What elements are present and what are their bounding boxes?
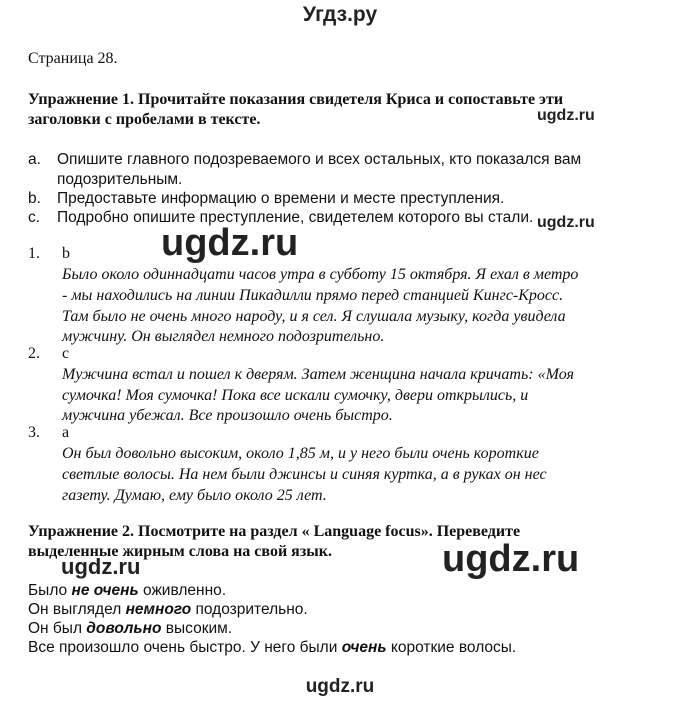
task-marker-c: c. <box>28 209 41 226</box>
answer-2-line1: Мужчина встал и пошел к дверям. Затем женщина начала кричать: «Моя <box>62 366 574 383</box>
answer-3-line3: газету. Думаю, ему было около 25 лет. <box>62 487 327 504</box>
site-title: Угдз.ру <box>302 3 378 26</box>
answer-2-line2: сумочка! Моя сумочка! Пока все искали сумочку, двери открылись, и <box>62 387 529 404</box>
watermark: ugdz.ru <box>537 214 595 231</box>
highlight-word: немного <box>125 601 192 618</box>
answer-1-line2: - мы находились на линии Пикадилли прямо перед станцией Кингс-Кросс. <box>62 287 564 304</box>
example-line-3: Он был довольно высоким. <box>28 620 233 637</box>
task-a-line1: Опишите главного подозреваемого и всех остальных, кто показался вам <box>57 151 582 168</box>
task-marker-a: a. <box>28 151 41 168</box>
answer-1-line3: Там было не очень много народу, и я сел. Я слушала музыку, когда увидела <box>62 308 566 325</box>
footer-watermark: ugdz.ru <box>305 676 375 697</box>
exercise2-title-line2: выделенные жирным слова на свой язык. <box>28 543 332 560</box>
answer-letter-2: c <box>62 345 70 362</box>
watermark: ugdz.ru <box>537 107 595 124</box>
exercise1-title-line2: заголовки с пробелами в тексте. <box>28 111 261 128</box>
answer-2-line3: мужчина убежал. Все произошло очень быстро. <box>62 407 393 424</box>
example-line-4: Все произошло очень быстро. У него были очень короткие волосы. <box>28 639 517 656</box>
exercise1-title-line1: Упражнение 1. Прочитайте показания свидетеля Криса и сопоставьте эти <box>28 91 564 108</box>
watermark: ugdz.ru <box>442 538 580 580</box>
answer-1-line1: Было около одиннадцати часов утра в субботу 15 октября. Я ехал в метро <box>62 266 579 283</box>
example-line-1: Было не очень оживленно. <box>28 582 227 599</box>
answer-number-2: 2. <box>28 345 40 362</box>
highlight-word: очень <box>341 639 387 656</box>
answer-number-3: 3. <box>28 424 40 441</box>
answer-1-line4: мужчину. Он выглядел немного подозрительно. <box>62 328 385 345</box>
answer-3-line1: Он был довольно высоким, около 1,85 м, и у него были очень короткие <box>62 445 539 462</box>
answer-letter-3: a <box>62 424 70 441</box>
page-label: Страница 28. <box>28 50 118 67</box>
task-b-line1: Предоставьте информацию о времени и месте преступления. <box>57 190 505 207</box>
task-c-line1: Подробно опишите преступление, свидетелем которого вы стали. <box>57 209 534 226</box>
answer-letter-1: b <box>62 245 70 262</box>
watermark: ugdz.ru <box>61 554 141 579</box>
task-marker-b: b. <box>28 190 41 207</box>
example-line-2: Он выглядел немного подозрительно. <box>28 601 308 618</box>
highlight-word: не очень <box>71 582 139 599</box>
exercise2-title-line1: Упражнение 2. Посмотрите на раздел « Language focus». Переведите <box>28 523 521 540</box>
watermark: ugdz.ru <box>161 222 299 264</box>
answer-3-line2: светлые волосы. На нем были джинсы и синяя куртка, а в руках он нес <box>62 466 547 483</box>
highlight-word: довольно <box>86 620 162 637</box>
task-a-line2: подозрительным. <box>57 171 183 188</box>
answer-number-1: 1. <box>28 245 40 262</box>
